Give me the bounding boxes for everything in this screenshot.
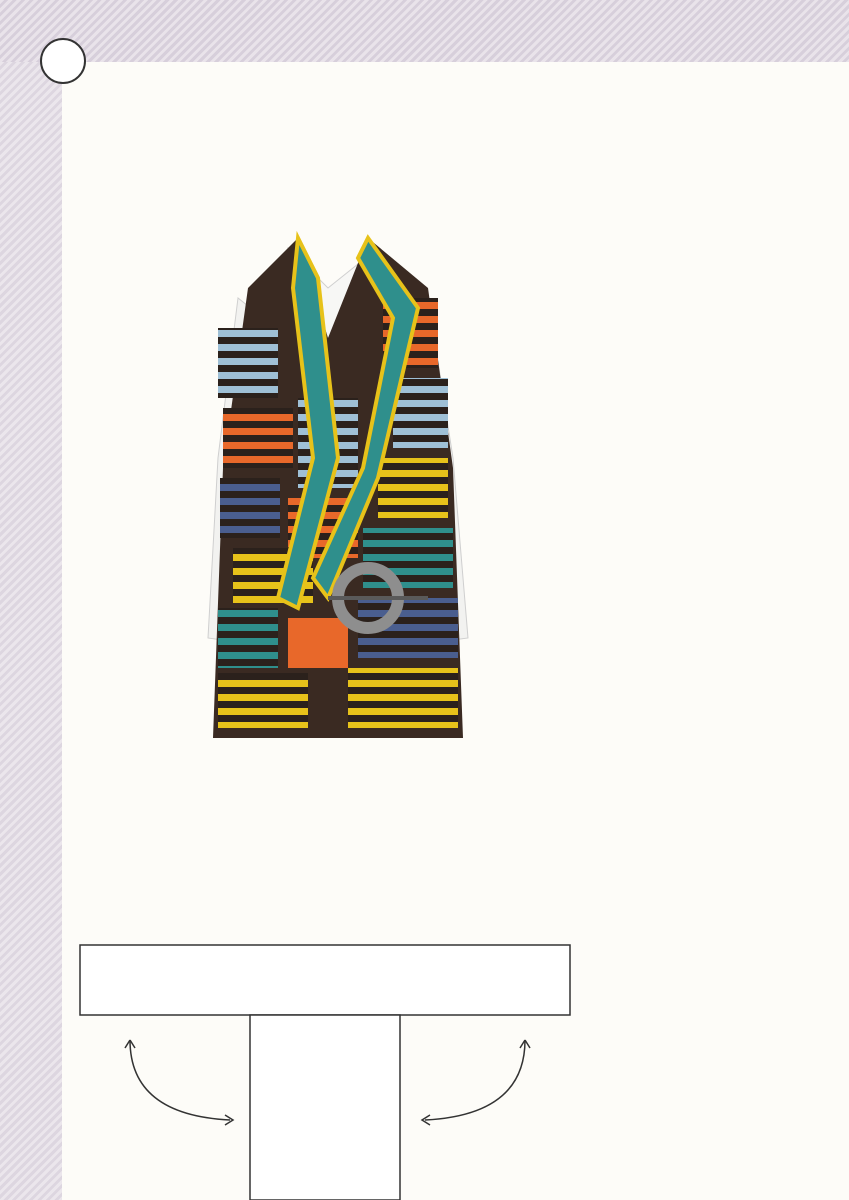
left-decor-band (0, 62, 62, 1200)
top-band (80, 945, 570, 1015)
instructions-column (591, 78, 827, 88)
body-band (250, 1015, 400, 1200)
vest-photo (178, 218, 490, 758)
joining-scheme (70, 940, 580, 1200)
arrow-right (425, 1040, 525, 1120)
page-number (40, 38, 86, 84)
vest-illustration (178, 218, 490, 758)
header-band (0, 0, 849, 62)
arrow-left (130, 1040, 230, 1120)
